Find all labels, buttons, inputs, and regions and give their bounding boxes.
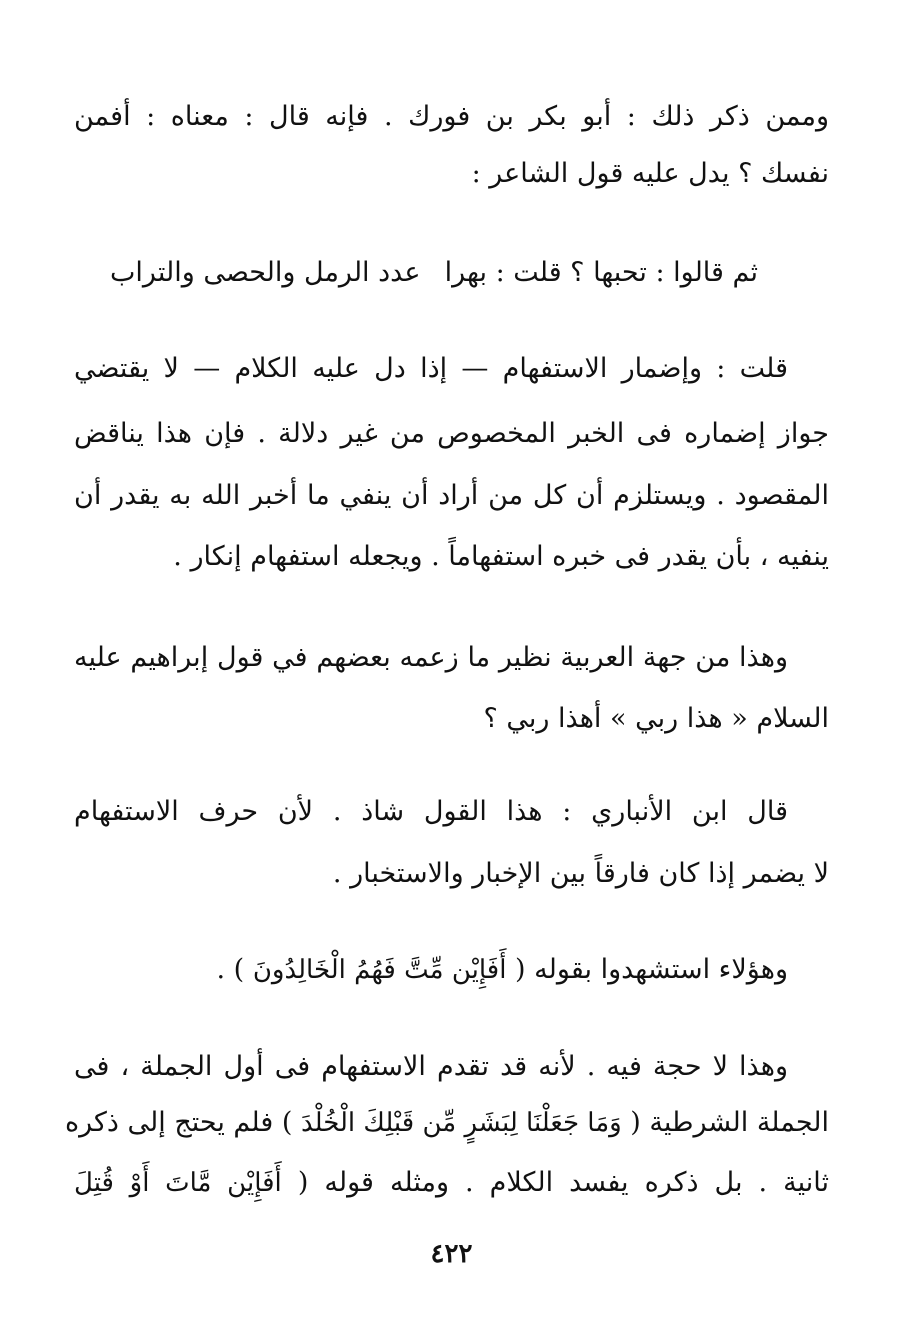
quran-verse-quote: أَفَإِيْن مَّاتَ أَوْ قُتِلَ — [74, 1168, 282, 1198]
paragraph-2-line-4: ينفيه ، بأن يقدر فى خبره استفهاماً . ويجعله استفهام إنكار . — [173, 541, 829, 572]
verse-second-hemistich: عدد الرمل والحصى والتراب — [110, 257, 421, 288]
paragraph-2-line-3: المقصود . ويستلزم أن كل من أراد أن ينفي ما أخبر الله به يقدر أن — [74, 480, 829, 511]
paragraph-6-line-2-text: الجملة الشرطية ( — [630, 1107, 829, 1138]
paragraph-3-line-2: السلام « هذا ربي » أهذا ربي ؟ — [483, 703, 829, 734]
paragraph-6-line-3 — [74, 1166, 829, 1200]
paragraph-4-line-2: لا يضمر إذا كان فارقاً بين الإخبار والاستخبار . — [332, 858, 829, 889]
paragraph-2-line-2: جواز إضماره فى الخبر المخصوص من غير دلالة . فإن هذا يناقض — [74, 418, 829, 449]
page-number: ٤٢٢ — [430, 1239, 473, 1269]
paragraph-6-line-2 — [65, 1106, 829, 1140]
paragraph-6-line-3-text: ثانية . بل ذكره يفسد الكلام . ومثله قوله ( — [297, 1167, 829, 1198]
paragraph-6-line-1: وهذا لا حجة فيه . لأنه قد تقدم الاستفهام فى أول الجملة ، فى — [74, 1051, 789, 1082]
paragraph-1-line-2: نفسك ؟ يدل عليه قول الشاعر : — [471, 158, 829, 189]
quran-verse-quote: أَفَإِيْن مِّتَّ فَهُمُ الْخَالِدُونَ — [252, 955, 507, 985]
paragraph-6-line-2-end: ) فلم يحتج إلى ذكره — [65, 1107, 293, 1138]
quran-verse-quote: وَمَا جَعَلْنَا لِبَشَرٍ مِّن قَبْلِكَ الْخُلْدَ — [300, 1108, 622, 1138]
paragraph-5-text: وهؤلاء استشهدوا بقوله ( — [515, 954, 788, 985]
paragraph-3-line-1: وهذا من جهة العربية نظير ما زعمه بعضهم في قول إبراهيم عليه — [74, 642, 788, 673]
paragraph-1-line-1: وممن ذكر ذلك : أبو بكر بن فورك . فإنه قال : معناه : أفمن — [74, 101, 829, 132]
paragraph-5-line-1 — [217, 953, 788, 987]
paragraph-2-line-1: قلت : وإضمار الاستفهام — إذا دل عليه الكلام — لا يقتضي — [74, 353, 788, 384]
paragraph-4-line-1: قال ابن الأنباري : هذا القول شاذ . لأن حرف الاستفهام — [74, 796, 788, 827]
verse-first-hemistich: ثم قالوا : تحبها ؟ قلت : بهرا — [444, 257, 758, 288]
paragraph-5-end: ) . — [216, 954, 245, 985]
poetry-verse — [110, 256, 758, 290]
